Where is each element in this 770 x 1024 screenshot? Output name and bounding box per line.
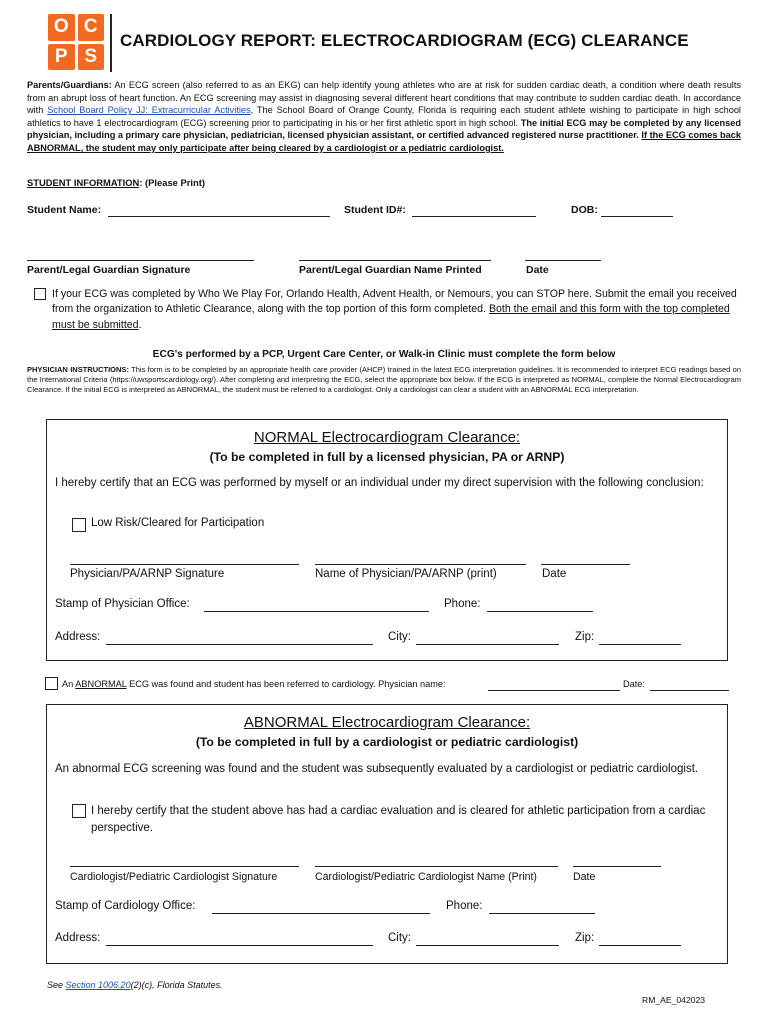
normal-certify-text: I hereby certify that an ECG was performed by myself or an individual under my direct supervision with the following conclusion: xyxy=(55,477,704,489)
abnormal-note-underlined: ABNORMAL xyxy=(75,679,127,689)
logo-letter: P xyxy=(48,44,75,71)
dob-field[interactable] xyxy=(601,216,673,217)
referral-date-field[interactable] xyxy=(650,690,729,691)
physician-name-label: Name of Physician/PA/ARNP (print) xyxy=(315,568,497,580)
student-id-label: Student ID#: xyxy=(344,204,406,216)
cardiology-address-field[interactable] xyxy=(106,945,373,946)
student-info-heading-suffix: : (Please Print) xyxy=(139,177,205,188)
physician-signature-label: Physician/PA/ARNP Signature xyxy=(70,568,225,580)
student-info-heading xyxy=(27,177,205,188)
intro-text: An ECG screen (also referred to as an EKG) can help identify young athletes who are at risk for sudden cardiac death, a condition where death results from an abrupt loss of heart function. An ECG screening may assist in diagnosing several different heart conditions that may contribute to sudden cardiac death. In accordance with xyxy=(27,80,741,116)
abnormal-subtitle: (To be completed in full by a cardiologist or pediatric cardiologist) xyxy=(195,735,579,749)
cardiology-zip-label: Zip: xyxy=(575,932,595,944)
referral-physician-name-field[interactable] xyxy=(488,690,620,691)
guardian-date-label: Date xyxy=(526,264,549,276)
abnormal-note-prefix: An xyxy=(62,679,76,689)
stop-note xyxy=(52,287,742,333)
physician-instructions-text: This form is to be completed by an appropriate health care provider (AHCP) trained in the latest ECG interpretation guidelines. It is recommended to interpret ECG readings based on the International Criteria (https://uwsportscardiology.org/). After completing and interpreting the ECG, select the appropriate box below. If the ECG is interpreted as NORMAL, complete the Normal Electrocardiogram Clearance. If the initial ECG is interpreted as ABNORMAL, the student must be referred to a cardiologist. Only a cardiologist can clear a student with an ABNORMAL ECG interpretation. xyxy=(27,365,741,395)
physician-zip-label: Zip: xyxy=(575,631,595,643)
intro-bold: The initial ECG may be completed by any licensed physician, including a primary care physician, pediatrician, licensed physician assistant, or certified advanced registered nurse practitioner. xyxy=(27,117,741,141)
cardiologist-date-label: Date xyxy=(573,871,596,883)
physician-date-field[interactable] xyxy=(541,564,630,565)
normal-subtitle: (To be completed in full by a licensed physician, PA or ARNP) xyxy=(209,450,565,464)
student-info-heading-text: STUDENT INFORMATION xyxy=(27,177,140,188)
cardiology-city-label: City: xyxy=(388,932,411,944)
physician-stamp-field[interactable] xyxy=(204,611,429,612)
physician-name-field[interactable] xyxy=(315,564,526,565)
physician-date-label: Date xyxy=(542,568,567,580)
statute-link[interactable]: Section 1006.20 xyxy=(65,980,131,990)
header-divider xyxy=(110,14,112,72)
ocps-logo xyxy=(48,14,104,70)
stop-note-end: . xyxy=(138,318,142,331)
stop-note-text: If your ECG was completed by Who We Play For, Orlando Health, Advent Health, or Nemours, you can STOP here. Submit the email you received from the organization to Athletic Clearance, along with the top portion of this form completed. xyxy=(52,288,737,316)
cardiology-phone-label: Phone: xyxy=(446,900,483,912)
cardiologist-certify-text: I hereby certify that the student above has had a cardiac evaluation and is cleared for athletic participation from a cardiac perspective. xyxy=(91,805,706,834)
physician-instructions xyxy=(27,365,741,396)
cardiologist-signature-label: Cardiologist/Pediatric Cardiologist Signature xyxy=(70,871,278,883)
statute-see: See xyxy=(47,980,66,990)
cardiology-stamp-label: Stamp of Cardiology Office: xyxy=(55,900,196,912)
guardian-signature-field[interactable] xyxy=(27,260,254,261)
student-name-field[interactable] xyxy=(108,216,330,217)
pcp-heading: ECG's performed by a PCP, Urgent Care Center, or Walk-in Clinic must complete the form below xyxy=(152,349,616,360)
physician-city-label: City: xyxy=(388,631,411,643)
cardiologist-signature-field[interactable] xyxy=(70,866,299,867)
referral-date-label: Date: xyxy=(623,679,645,689)
student-id-field[interactable] xyxy=(412,216,536,217)
cardiology-city-field[interactable] xyxy=(416,945,559,946)
guardian-name-field[interactable] xyxy=(299,260,491,261)
logo-letter: S xyxy=(78,44,105,71)
form-code: RM_AE_042023 xyxy=(642,995,706,1005)
student-name-label: Student Name: xyxy=(27,204,102,216)
intro-paragraph xyxy=(27,79,741,155)
physician-address-field[interactable] xyxy=(106,644,373,645)
cardiology-stamp-field[interactable] xyxy=(212,913,430,914)
dob-label: DOB: xyxy=(571,204,598,216)
stop-note-underlined: Both the email and this form with the top completed must be submitted xyxy=(52,303,730,331)
cardiologist-date-field[interactable] xyxy=(573,866,661,867)
cardiologist-clearance-checkbox[interactable] xyxy=(72,804,86,818)
physician-address-label: Address: xyxy=(55,631,101,643)
guardian-date-field[interactable] xyxy=(525,260,601,261)
cardiology-address-label: Address: xyxy=(55,932,101,944)
abnormal-title: ABNORMAL Electrocardiogram Clearance: xyxy=(243,714,531,731)
physician-instructions-lead: PHYSICIAN INSTRUCTIONS: xyxy=(27,365,129,374)
abnormal-referral-checkbox[interactable] xyxy=(45,677,58,690)
low-risk-checkbox[interactable] xyxy=(72,518,86,532)
physician-zip-field[interactable] xyxy=(599,644,681,645)
intro-lead: Parents/Guardians: xyxy=(27,80,112,90)
cardiology-phone-field[interactable] xyxy=(489,913,595,914)
statute-reference xyxy=(47,980,223,990)
guardian-signature-label: Parent/Legal Guardian Signature xyxy=(27,264,191,276)
page-title: CARDIOLOGY REPORT: ELECTROCARDIOGRAM (ECG) CLEARANCE xyxy=(120,31,689,50)
low-risk-label: Low Risk/Cleared for Participation xyxy=(91,517,265,529)
guardian-name-label: Parent/Legal Guardian Name Printed xyxy=(299,264,482,276)
logo-letter: O xyxy=(48,14,75,41)
cardiology-zip-field[interactable] xyxy=(599,945,681,946)
physician-phone-label: Phone: xyxy=(444,598,481,610)
intro-text: , The School Board of Orange County, Florida is requiring each student athlete wishing to participate in high school athletics to have 1 electrocardiogram (ECG) screening prior to participating in his or her first athletic sport in high school. xyxy=(27,105,741,128)
physician-signature-field[interactable] xyxy=(70,564,299,565)
abnormal-referral-note xyxy=(62,679,446,689)
physician-stamp-label: Stamp of Physician Office: xyxy=(55,598,190,610)
policy-link[interactable]: School Board Policy JJ: Extracurricular Activities xyxy=(47,105,251,116)
abnormal-note-text: ECG was found and student has been referred to cardiology. Physician name: xyxy=(126,679,446,689)
abnormal-found-text: An abnormal ECG screening was found and the student was subsequently evaluated by a cardiologist or pediatric cardiologist. xyxy=(55,763,699,775)
intro-bold-underlined: If the ECG comes back ABNORMAL, the student may only participate after being cleared by a cardiologist or a pediatric cardiologist. xyxy=(27,130,741,153)
stop-checkbox[interactable] xyxy=(34,288,46,300)
physician-phone-field[interactable] xyxy=(487,611,593,612)
normal-title: NORMAL Electrocardiogram Clearance: xyxy=(253,429,521,446)
physician-city-field[interactable] xyxy=(416,644,559,645)
cardiologist-name-field[interactable] xyxy=(315,866,558,867)
cardiologist-name-label: Cardiologist/Pediatric Cardiologist Name (Print) xyxy=(315,871,537,883)
statute-rest: (2)(c), Florida Statutes. xyxy=(130,980,223,990)
logo-letter: C xyxy=(78,14,105,41)
